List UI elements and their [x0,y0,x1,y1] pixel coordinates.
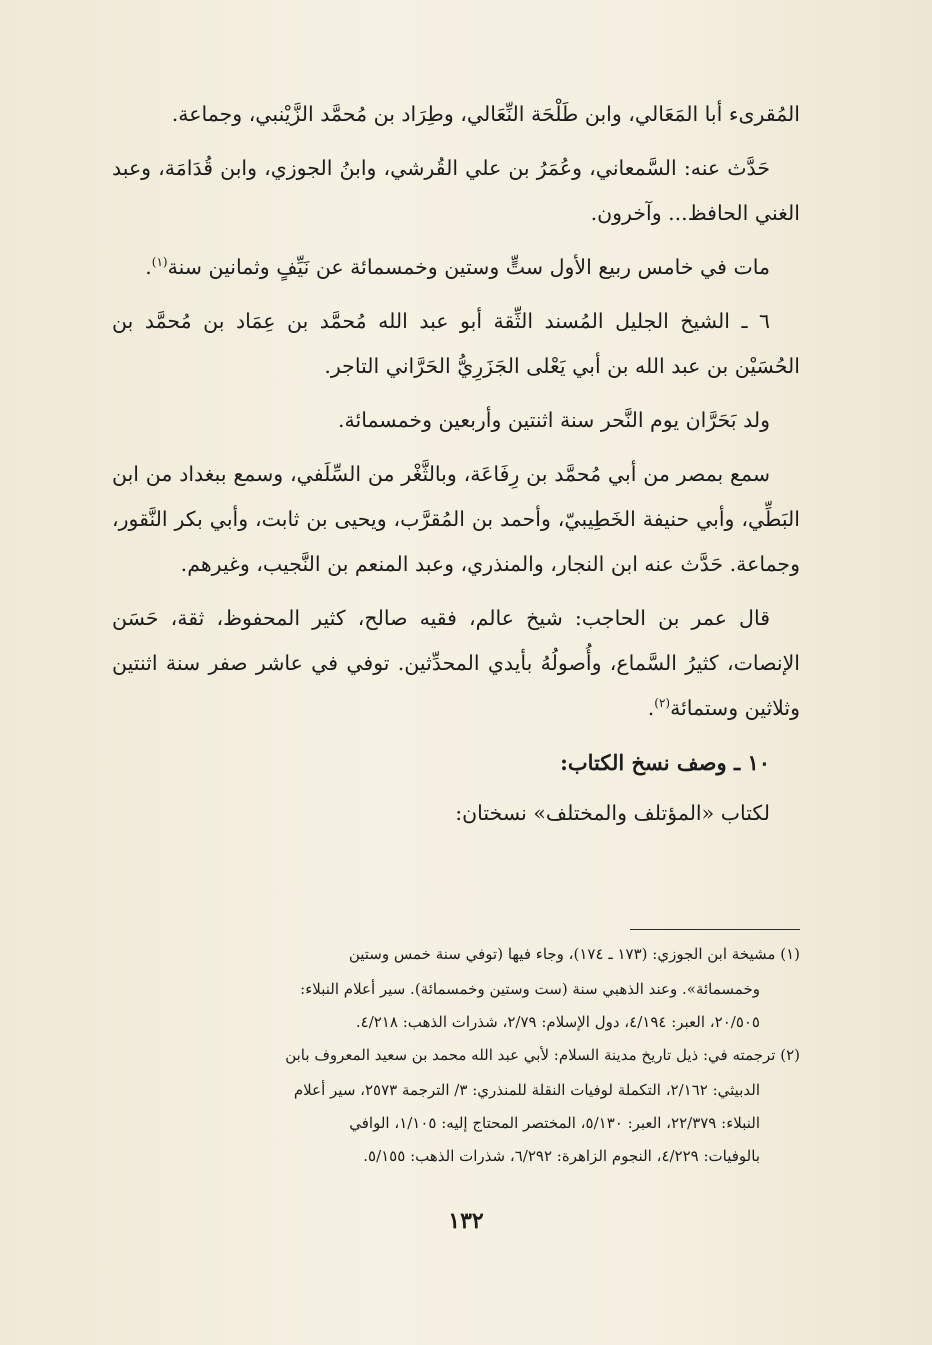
footnote-line: الدبيثي: ٢/١٦٢، التكملة لوفيات النقلة للمنذري: ٣/ الترجمة ٢٥٧٣، سير أعلام [293,1081,760,1099]
entry-heading-paragraph: ٦ ـ الشيخ الجليل المُسند الثِّقة أبو عبد الله مُحمَّد بن عِمَاد بن مُحمَّد بن الحُسَيْن بن عبد الله بن أبي يَعْلى الجَزَرِيُّ الحَرَّاني التاجر. [112,309,800,378]
footnote-line: بالوفيات: ٤/٢٢٩، النجوم الزاهرة: ٦/٢٩٢، شذرات الذهب: ٥/١٥٥. [363,1147,760,1165]
footnote-marker: (٢) [654,696,671,711]
period: . [145,255,152,279]
main-text [112,92,800,845]
footnote-line: ٢٠/٥٠٥، العبر: ٤/١٩٤، دول الإسلام: ٢/٧٩، شذرات الذهب: ٤/٢١٨. [355,1013,760,1031]
footnote-marker: (١) [151,255,168,270]
footnote-line: النبلاء: ٢٢/٣٧٩، العبر: ٥/١٣٠، المختصر المحتاج إليه: ١/١٠٥، الوافي [349,1114,760,1132]
paragraph [112,596,800,731]
paragraph: المُقرىء أبا المَعَالي، وابن طَلْحَة النِّعَالي، وطِرَاد بن مُحمَّد الزَّيْنبي، وجماعة. [171,102,800,126]
paragraph: ولد بَحَرَّان يوم النَّحر سنة اثنتين وأربعين وخمسمائة. [337,408,770,432]
footnotes [112,938,800,1173]
period: . [647,696,655,720]
footnote-line: وخمسمائة». وعند الذهبي سنة (ست وستين وخمسمائة). سير أعلام النبلاء: [300,980,760,998]
paragraph-text: مات في خامس ربيع الأول ستٍّ وستين وخمسمائة عن نَيِّفٍ وثمانين سنة [167,255,770,279]
paragraph [112,245,800,290]
footnote-line: (١) مشيخة ابن الجوزي: (١٧٣ ـ ١٧٤)، وجاء فيها (توفي سنة خمس وستين [348,945,800,963]
paragraph: حَدَّث عنه: السَّمعاني، وعُمَرُ بن علي القُرشي، وابنُ الجوزي، وابن قُدَامَة، وعبد الغني الحافظ... وآخرون. [112,156,800,225]
paragraph-text: قال عمر بن الحاجب: شيخ عالم، فقيه صالح، كثير المحفوظ، ثقة، حَسَن الإنصات، كثيرُ السَّماع، وأُصولُهُ بأيدي المحدِّثين. توفي في عاشر صفر سنة اثنتين وثلاثين وستمائة [112,606,800,720]
paragraph: سمع بمصر من أبي مُحمَّد بن رِفَاعَة، وبالثَّغْر من السِّلَفي، وسمع ببغداد من ابن البَطِّي، وأبي حنيفة الخَطِيبيّ، وأحمد بن المُقرَّب، ويحيى بن ثابت، وأبي بكر النَّقور، وجماعة. حَدَّث عنه ابن النجار، والمنذري، وعبد المنعم بن النَّجيب، وغيرهم. [112,462,800,576]
section-heading: ١٠ ـ وصف نسخ الكتاب: [560,750,770,775]
footnote-separator [630,929,800,930]
section-subtitle: لكتاب «المؤتلف والمختلف» نسختان: [455,801,770,825]
page-number: ١٣٢ [448,1208,484,1234]
footnote-line: (٢) ترجمته في: ذيل تاريخ مدينة السلام: لأبي عبد الله محمد بن سعيد المعروف بابن [285,1046,800,1064]
